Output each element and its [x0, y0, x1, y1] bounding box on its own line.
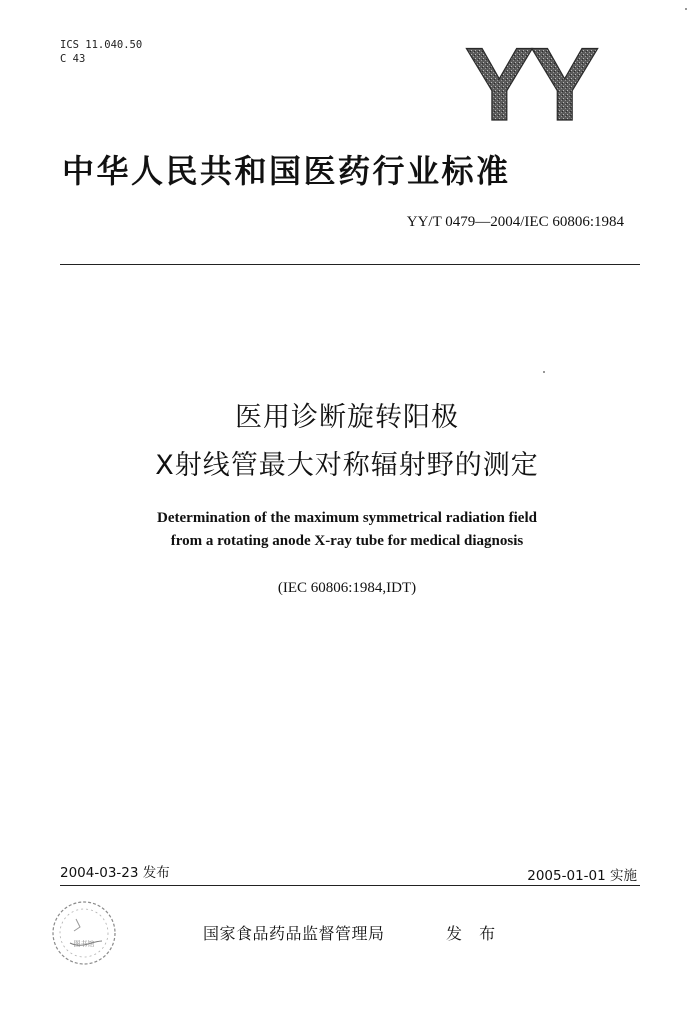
issuing-authority: 国家食品药品监督管理局: [203, 924, 385, 943]
implementation-date: 2005-01-01 实施: [527, 868, 637, 884]
chinese-title-line-1: 医用诊断旋转阳极: [235, 402, 459, 433]
footer-divider: [60, 885, 640, 886]
issuing-body-title: 中华人民共和国医药行业标准: [62, 152, 511, 190]
scan-speck: [543, 371, 545, 373]
header-divider: [60, 264, 640, 265]
english-title-line-1: Determination of the maximum symmetrical radiation field: [157, 510, 537, 526]
classification-codes: [60, 38, 142, 66]
ccs-code: C 43: [60, 53, 86, 65]
issue-date: 2004-03-23 发布: [60, 865, 170, 881]
english-title-line-2: from a rotating anode X-ray tube for medical diagnosis: [170, 533, 524, 549]
scan-speck: [685, 8, 687, 10]
ics-code: ICS 11.040.50: [60, 39, 143, 51]
standard-number: YY/T 0479—2004/IEC 60806:1984: [406, 214, 624, 230]
yy-logo: [455, 34, 605, 126]
chinese-title-line-2: X射线管最大对称辐射野的测定: [155, 450, 539, 481]
logo-text: YY: [464, 34, 596, 126]
library-stamp-icon: [48, 897, 120, 969]
svg-text:图书馆: 图书馆: [73, 940, 95, 948]
adoption-statement: (IEC 60806:1984,IDT): [277, 580, 417, 596]
issuing-verb: 发 布: [446, 924, 502, 943]
stamp-text: [40, 1020, 41, 1021]
